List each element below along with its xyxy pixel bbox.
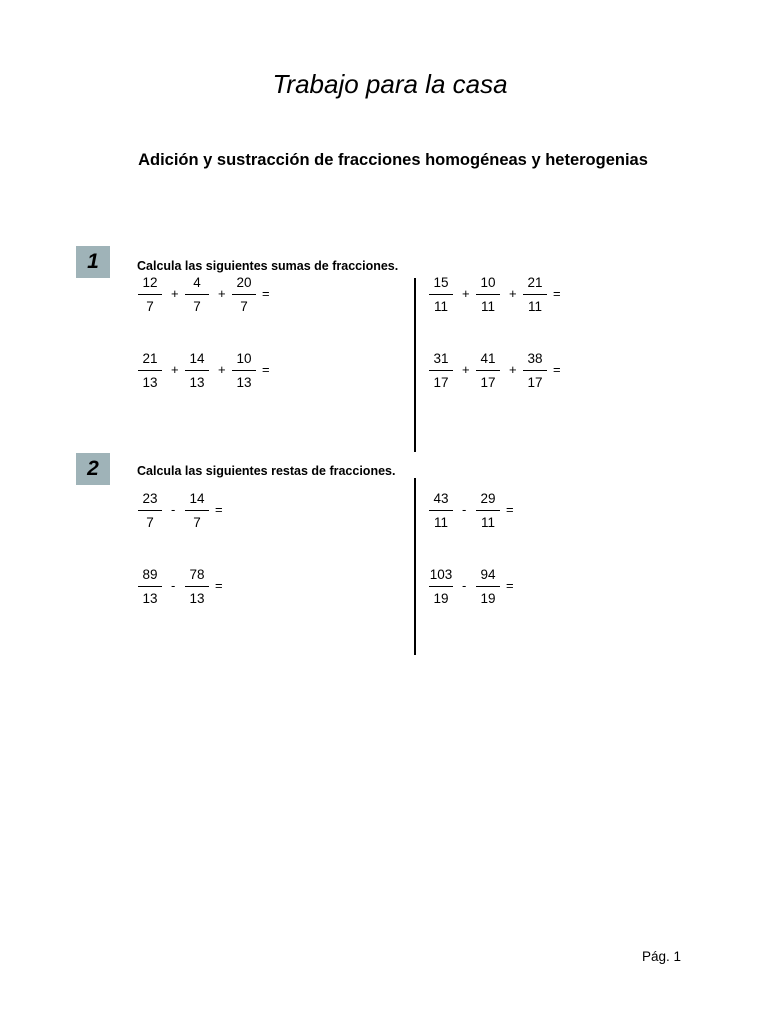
fraction-denominator: 11: [480, 299, 495, 314]
fraction-bar: [232, 294, 256, 295]
fraction: [138, 491, 162, 531]
equals-sign: =: [215, 578, 223, 593]
fraction-bar: [429, 370, 453, 371]
fraction: [476, 567, 500, 607]
fraction: [476, 491, 500, 531]
section-2-column-divider: [414, 478, 416, 655]
fraction-bar: [138, 370, 162, 371]
fraction-bar: [523, 294, 547, 295]
fraction-numerator: 21: [527, 275, 543, 290]
fraction-denominator: 13: [142, 375, 158, 390]
operator-sign: -: [171, 502, 176, 517]
fraction-bar: [523, 370, 547, 371]
fraction-bar: [185, 510, 209, 511]
fraction-numerator: 12: [142, 275, 158, 290]
equals-sign: =: [506, 578, 514, 593]
section-2-instruction: Calcula las siguientes restas de fracciones.: [137, 464, 396, 478]
operator-sign: +: [171, 286, 179, 301]
fraction-numerator: 31: [433, 351, 449, 366]
fraction-bar: [138, 510, 162, 511]
fraction-denominator: 13: [189, 375, 205, 390]
fraction-bar: [429, 294, 453, 295]
fraction-numerator: 21: [142, 351, 158, 366]
fraction-bar: [185, 586, 209, 587]
fraction-numerator: 103: [429, 567, 453, 582]
fraction-denominator: 17: [527, 375, 543, 390]
fraction-denominator: 11: [527, 299, 542, 314]
equals-sign: =: [262, 286, 270, 301]
section-2-number-badge: 2: [76, 453, 110, 485]
fraction-denominator: 7: [193, 299, 201, 314]
fraction: [185, 275, 209, 315]
fraction-denominator: 7: [146, 515, 154, 530]
fraction: [429, 491, 453, 531]
fraction: [232, 275, 256, 315]
fraction-numerator: 78: [189, 567, 205, 582]
fraction-numerator: 10: [480, 275, 496, 290]
operator-sign: -: [462, 578, 467, 593]
fraction-denominator: 13: [236, 375, 252, 390]
fraction-bar: [185, 294, 209, 295]
fraction: [476, 275, 500, 315]
fraction: [232, 351, 256, 391]
fraction-denominator: 13: [189, 591, 205, 606]
fraction-numerator: 20: [236, 275, 252, 290]
fraction: [476, 351, 500, 391]
fraction: [523, 351, 547, 391]
fraction: [185, 491, 209, 531]
fraction: [138, 567, 162, 607]
fraction-bar: [476, 586, 500, 587]
fraction-bar: [476, 294, 500, 295]
operator-sign: +: [218, 286, 226, 301]
fraction-numerator: 89: [142, 567, 158, 582]
fraction: [138, 275, 162, 315]
equals-sign: =: [553, 362, 561, 377]
operator-sign: +: [462, 286, 470, 301]
fraction: [429, 351, 453, 391]
fraction-denominator: 11: [480, 515, 495, 530]
operator-sign: -: [462, 502, 467, 517]
page-title: Trabajo para la casa: [272, 69, 508, 100]
operator-sign: -: [171, 578, 176, 593]
section-1-instruction: Calcula las siguientes sumas de fracciones.: [137, 259, 399, 273]
fraction-denominator: 11: [433, 299, 448, 314]
fraction-numerator: 14: [189, 351, 205, 366]
fraction-numerator: 15: [433, 275, 449, 290]
operator-sign: +: [509, 286, 517, 301]
operator-sign: +: [218, 362, 226, 377]
fraction-bar: [185, 370, 209, 371]
fraction-denominator: 13: [142, 591, 158, 606]
fraction-numerator: 29: [480, 491, 496, 506]
fraction-bar: [476, 370, 500, 371]
fraction: [185, 351, 209, 391]
fraction: [185, 567, 209, 607]
fraction: [523, 275, 547, 315]
operator-sign: +: [171, 362, 179, 377]
equals-sign: =: [506, 502, 514, 517]
fraction-denominator: 19: [433, 591, 449, 606]
fraction-denominator: 11: [433, 515, 448, 530]
fraction-denominator: 7: [193, 515, 201, 530]
fraction-denominator: 17: [433, 375, 449, 390]
fraction: [429, 567, 453, 607]
fraction-numerator: 38: [527, 351, 543, 366]
fraction-bar: [429, 510, 453, 511]
section-1-column-divider: [414, 278, 416, 452]
section-1-number-badge: 1: [76, 246, 110, 278]
equals-sign: =: [553, 286, 561, 301]
fraction-bar: [138, 294, 162, 295]
fraction-numerator: 4: [193, 275, 201, 290]
fraction-numerator: 23: [142, 491, 158, 506]
fraction-bar: [429, 586, 453, 587]
equals-sign: =: [262, 362, 270, 377]
fraction-denominator: 19: [480, 591, 496, 606]
operator-sign: +: [462, 362, 470, 377]
fraction-bar: [476, 510, 500, 511]
fraction-numerator: 43: [433, 491, 449, 506]
fraction-bar: [138, 586, 162, 587]
fraction-numerator: 41: [480, 351, 496, 366]
fraction-numerator: 14: [189, 491, 205, 506]
fraction-denominator: 17: [480, 375, 496, 390]
fraction-denominator: 7: [146, 299, 154, 314]
fraction: [429, 275, 453, 315]
operator-sign: +: [509, 362, 517, 377]
equals-sign: =: [215, 502, 223, 517]
fraction: [138, 351, 162, 391]
page-subtitle: Adición y sustracción de fracciones homogéneas y heterogenias: [138, 150, 648, 169]
fraction-numerator: 10: [236, 351, 252, 366]
fraction-denominator: 7: [240, 299, 248, 314]
page-number: Pág. 1: [642, 949, 682, 964]
fraction-bar: [232, 370, 256, 371]
fraction-numerator: 94: [480, 567, 496, 582]
